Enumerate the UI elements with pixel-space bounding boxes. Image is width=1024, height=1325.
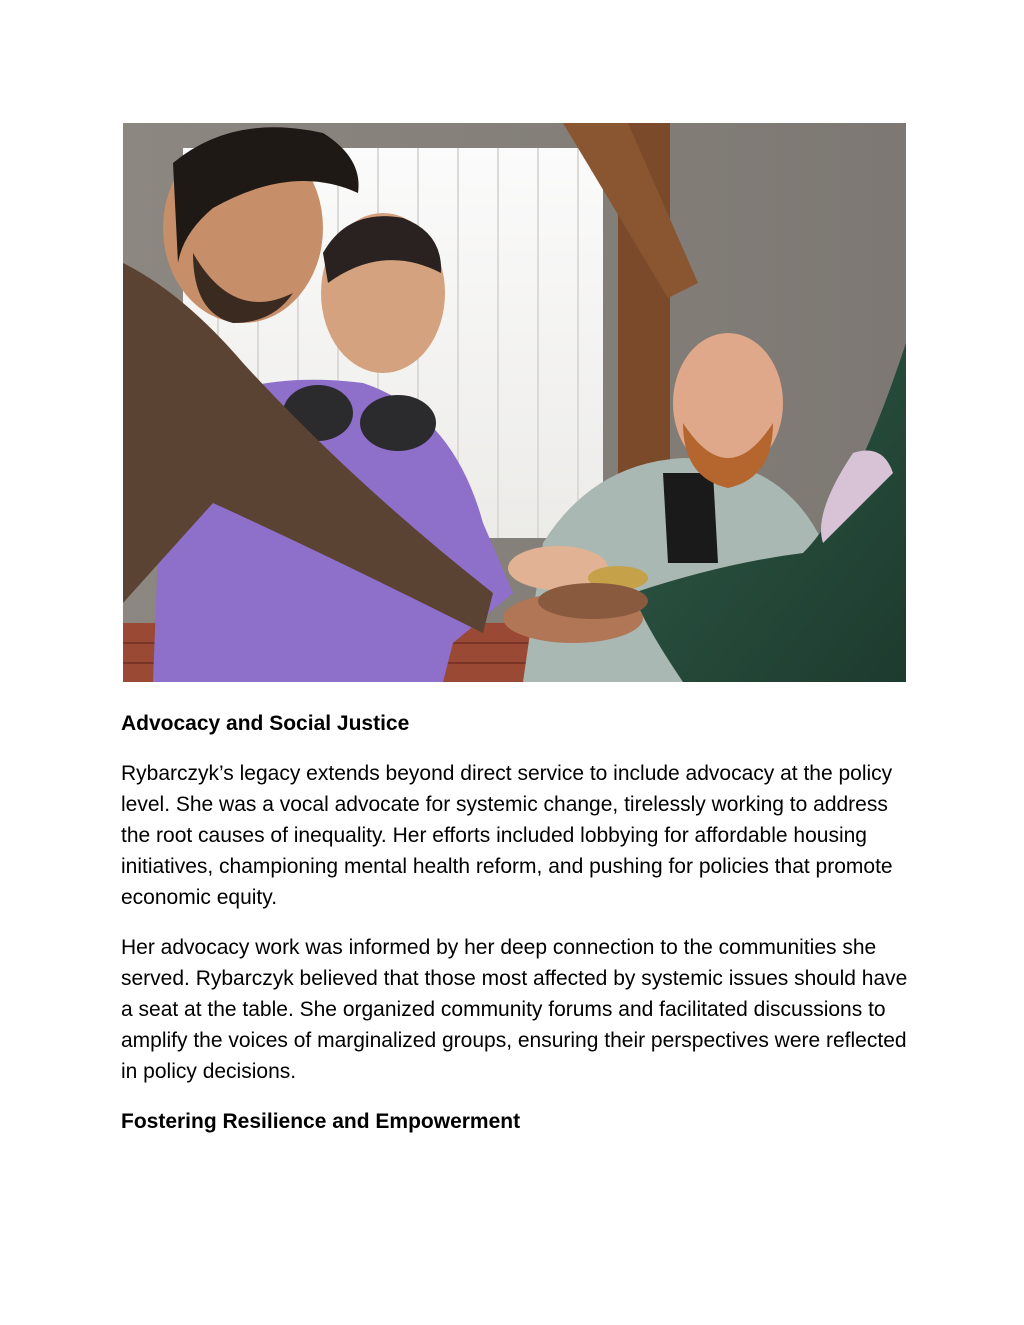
article-body xyxy=(121,708,911,1156)
paragraph-legacy: Rybarczyk’s legacy extends beyond direct service to include advocacy at the policy level. She was a vocal advocate for systemic change, tirelessly working to address the root causes of inequality. Her efforts included lobbying for affordable housing initiatives, championing mental health reform, and pushing for policies that promote economic equity. xyxy=(121,762,893,909)
paragraph-advocacy-work: Her advocacy work was informed by her deep connection to the communities she served. Rybarczyk believed that those most affected by systemic issues should have a seat at the table. She organized community forums and facilitated discussions to amplify the voices of marginalized groups, ensuring their perspectives were reflected in policy decisions. xyxy=(121,936,908,1083)
team-hands-photo xyxy=(123,123,906,682)
section-heading-advocacy: Advocacy and Social Justice xyxy=(121,712,410,735)
section-heading-resilience: Fostering Resilience and Empowerment xyxy=(121,1110,521,1133)
